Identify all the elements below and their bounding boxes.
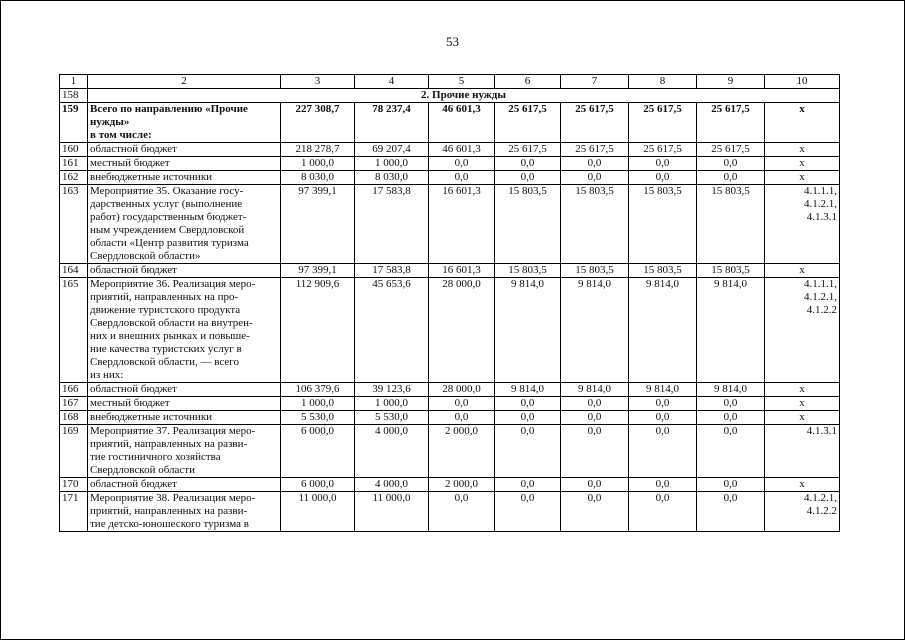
value-cell-col-3: 1 000,0	[281, 397, 355, 411]
description-line: внебюджетные источники	[90, 171, 213, 183]
value-cell-col-9: 0,0	[697, 478, 765, 492]
target-code-cell	[765, 157, 840, 171]
row-description	[88, 425, 281, 478]
section-row	[60, 89, 840, 103]
budget-table	[59, 74, 840, 532]
target-code: 4.1.2.1,	[804, 198, 837, 210]
target-code: 4.1.3.1	[806, 425, 837, 437]
value-cell-col-8: 9 814,0	[629, 278, 697, 383]
table-row	[60, 185, 840, 264]
value-cell-col-6: 0,0	[495, 478, 561, 492]
value-cell-col-9: 0,0	[697, 157, 765, 171]
value-cell-col-6: 9 814,0	[495, 383, 561, 397]
section-title: 2. Прочие нужды	[88, 89, 840, 103]
column-number-8: 8	[629, 75, 697, 89]
value-cell-col-3: 97 399,1	[281, 185, 355, 264]
column-number-10: 10	[765, 75, 840, 89]
value-cell-col-7: 0,0	[561, 397, 629, 411]
value-cell-col-3: 106 379,6	[281, 383, 355, 397]
row-description	[88, 157, 281, 171]
value-cell-col-6: 25 617,5	[495, 103, 561, 143]
value-cell-col-5: 28 000,0	[429, 278, 495, 383]
row-number: 163	[60, 185, 88, 264]
target-code: х	[799, 264, 805, 276]
row-number: 159	[60, 103, 88, 143]
target-code-cell	[765, 492, 840, 532]
value-cell-col-5: 46 601,3	[429, 103, 495, 143]
description-line: областной бюджет	[90, 143, 177, 155]
description-line: в том числе:	[90, 129, 152, 141]
target-code: 4.1.2.1,	[804, 492, 837, 504]
table-body	[60, 75, 840, 532]
target-code: 4.1.1.1,	[804, 278, 837, 290]
value-cell-col-5: 2 000,0	[429, 478, 495, 492]
column-number-6: 6	[495, 75, 561, 89]
value-cell-col-9: 0,0	[697, 411, 765, 425]
value-cell-col-5: 28 000,0	[429, 383, 495, 397]
value-cell-col-5: 0,0	[429, 171, 495, 185]
row-number: 170	[60, 478, 88, 492]
target-code: х	[799, 157, 805, 169]
value-cell-col-3: 6 000,0	[281, 425, 355, 478]
value-cell-col-7: 0,0	[561, 411, 629, 425]
value-cell-col-4: 45 653,6	[355, 278, 429, 383]
column-number-9: 9	[697, 75, 765, 89]
target-code: х	[799, 103, 805, 115]
value-cell-col-8: 9 814,0	[629, 383, 697, 397]
description-line: Мероприятие 37. Реализация меро-	[90, 425, 256, 437]
value-cell-col-5: 0,0	[429, 397, 495, 411]
target-code-cell	[765, 425, 840, 478]
value-cell-col-9: 25 617,5	[697, 103, 765, 143]
description-line: них и внешних рынках и повыше-	[90, 330, 250, 342]
value-cell-col-7: 25 617,5	[561, 103, 629, 143]
target-code-cell	[765, 478, 840, 492]
value-cell-col-9: 15 803,5	[697, 185, 765, 264]
description-line: областной бюджет	[90, 478, 177, 490]
description-line: ние качества туристских услуг в	[90, 343, 242, 355]
value-cell-col-7: 0,0	[561, 492, 629, 532]
description-line: Свердловской области	[90, 464, 195, 476]
row-number: 166	[60, 383, 88, 397]
target-code: х	[799, 383, 805, 395]
description-line: Свердловской области, — всего	[90, 356, 240, 368]
table-row	[60, 478, 840, 492]
value-cell-col-6: 25 617,5	[495, 143, 561, 157]
row-description	[88, 383, 281, 397]
description-line: местный бюджет	[90, 397, 170, 409]
table-row	[60, 492, 840, 532]
row-number: 171	[60, 492, 88, 532]
value-cell-col-5: 16 601,3	[429, 185, 495, 264]
target-code: х	[799, 171, 805, 183]
row-number: 164	[60, 264, 88, 278]
value-cell-col-6: 15 803,5	[495, 185, 561, 264]
row-description	[88, 492, 281, 532]
value-cell-col-7: 0,0	[561, 478, 629, 492]
target-code-cell	[765, 185, 840, 264]
value-cell-col-3: 1 000,0	[281, 157, 355, 171]
row-number: 167	[60, 397, 88, 411]
description-line: Всего по направлению «Прочие	[90, 103, 248, 115]
target-code: 4.1.2.2	[806, 505, 837, 517]
target-code: 4.1.2.2	[806, 304, 837, 316]
table-row	[60, 103, 840, 143]
value-cell-col-3: 11 000,0	[281, 492, 355, 532]
value-cell-col-3: 218 278,7	[281, 143, 355, 157]
value-cell-col-3: 97 399,1	[281, 264, 355, 278]
value-cell-col-6: 0,0	[495, 425, 561, 478]
row-number: 169	[60, 425, 88, 478]
description-line: Мероприятие 35. Оказание госу-	[90, 185, 244, 197]
row-description	[88, 478, 281, 492]
value-cell-col-5: 0,0	[429, 492, 495, 532]
value-cell-col-8: 25 617,5	[629, 103, 697, 143]
column-number-5: 5	[429, 75, 495, 89]
value-cell-col-5: 0,0	[429, 411, 495, 425]
value-cell-col-8: 15 803,5	[629, 185, 697, 264]
row-description	[88, 264, 281, 278]
value-cell-col-4: 17 583,8	[355, 264, 429, 278]
value-cell-col-7: 0,0	[561, 425, 629, 478]
target-code: х	[799, 478, 805, 490]
description-line: приятий, направленных на разви-	[90, 438, 248, 450]
target-code-cell	[765, 143, 840, 157]
row-description	[88, 103, 281, 143]
description-line: работ) государственным бюджет-	[90, 211, 247, 223]
description-line: приятий, направленных на про-	[90, 291, 239, 303]
value-cell-col-8: 0,0	[629, 478, 697, 492]
target-code-cell	[765, 411, 840, 425]
value-cell-col-8: 0,0	[629, 171, 697, 185]
description-line: внебюджетные источники	[90, 411, 213, 423]
description-line: тие детско-юношеского туризма в	[90, 518, 249, 530]
description-line: областной бюджет	[90, 264, 177, 276]
value-cell-col-6: 0,0	[495, 411, 561, 425]
column-number-1: 1	[60, 75, 88, 89]
target-code: 4.1.2.1,	[804, 291, 837, 303]
value-cell-col-4: 4 000,0	[355, 478, 429, 492]
value-cell-col-5: 2 000,0	[429, 425, 495, 478]
value-cell-col-3: 5 530,0	[281, 411, 355, 425]
description-line: Мероприятие 36. Реализация меро-	[90, 278, 256, 290]
column-number-2: 2	[88, 75, 281, 89]
value-cell-col-4: 8 030,0	[355, 171, 429, 185]
column-number-row	[60, 75, 840, 89]
row-description	[88, 171, 281, 185]
table-row	[60, 143, 840, 157]
description-line: Мероприятие 38. Реализация меро-	[90, 492, 256, 504]
value-cell-col-6: 9 814,0	[495, 278, 561, 383]
value-cell-col-7: 25 617,5	[561, 143, 629, 157]
description-line: движение туристского продукта	[90, 304, 241, 316]
row-description	[88, 185, 281, 264]
row-number: 162	[60, 171, 88, 185]
value-cell-col-5: 46 601,3	[429, 143, 495, 157]
value-cell-col-9: 9 814,0	[697, 278, 765, 383]
description-line: дарственных услуг (выполнение	[90, 198, 243, 210]
row-number: 165	[60, 278, 88, 383]
target-code-cell	[765, 397, 840, 411]
value-cell-col-6: 0,0	[495, 157, 561, 171]
table-row	[60, 383, 840, 397]
value-cell-col-7: 9 814,0	[561, 383, 629, 397]
row-number: 161	[60, 157, 88, 171]
target-code-cell	[765, 383, 840, 397]
value-cell-col-4: 5 530,0	[355, 411, 429, 425]
table-row	[60, 397, 840, 411]
value-cell-col-3: 227 308,7	[281, 103, 355, 143]
target-code-cell	[765, 278, 840, 383]
description-line: Свердловской области на внутрен-	[90, 317, 253, 329]
table-row	[60, 171, 840, 185]
table-row	[60, 264, 840, 278]
value-cell-col-7: 0,0	[561, 157, 629, 171]
target-code: 4.1.1.1,	[804, 185, 837, 197]
description-line: нужды»	[90, 116, 130, 128]
row-description	[88, 278, 281, 383]
value-cell-col-6: 0,0	[495, 397, 561, 411]
target-code: х	[799, 411, 805, 423]
row-number: 168	[60, 411, 88, 425]
value-cell-col-4: 1 000,0	[355, 397, 429, 411]
value-cell-col-7: 0,0	[561, 171, 629, 185]
description-line: приятий, направленных на разви-	[90, 505, 248, 517]
target-code: 4.1.3.1	[806, 211, 837, 223]
value-cell-col-9: 0,0	[697, 492, 765, 532]
column-number-4: 4	[355, 75, 429, 89]
column-number-7: 7	[561, 75, 629, 89]
description-line: тие гостиничного хозяйства	[90, 451, 221, 463]
row-number: 158	[60, 89, 88, 103]
row-number: 160	[60, 143, 88, 157]
column-number-3: 3	[281, 75, 355, 89]
description-line: из них:	[90, 369, 124, 381]
target-code-cell	[765, 264, 840, 278]
value-cell-col-9: 0,0	[697, 171, 765, 185]
target-code-cell	[765, 171, 840, 185]
target-code: х	[799, 397, 805, 409]
value-cell-col-8: 0,0	[629, 397, 697, 411]
value-cell-col-8: 0,0	[629, 411, 697, 425]
description-line: ным учреждением Свердловской	[90, 224, 245, 236]
value-cell-col-9: 9 814,0	[697, 383, 765, 397]
value-cell-col-9: 15 803,5	[697, 264, 765, 278]
table-row	[60, 425, 840, 478]
value-cell-col-6: 0,0	[495, 171, 561, 185]
row-description	[88, 397, 281, 411]
value-cell-col-7: 15 803,5	[561, 264, 629, 278]
value-cell-col-6: 15 803,5	[495, 264, 561, 278]
value-cell-col-6: 0,0	[495, 492, 561, 532]
value-cell-col-8: 0,0	[629, 425, 697, 478]
value-cell-col-5: 0,0	[429, 157, 495, 171]
value-cell-col-8: 0,0	[629, 492, 697, 532]
description-line: области «Центр развития туризма	[90, 237, 249, 249]
value-cell-col-3: 8 030,0	[281, 171, 355, 185]
value-cell-col-4: 4 000,0	[355, 425, 429, 478]
row-description	[88, 411, 281, 425]
page-number: 53	[446, 34, 459, 49]
table-row	[60, 411, 840, 425]
value-cell-col-4: 69 207,4	[355, 143, 429, 157]
value-cell-col-7: 9 814,0	[561, 278, 629, 383]
value-cell-col-7: 15 803,5	[561, 185, 629, 264]
value-cell-col-3: 112 909,6	[281, 278, 355, 383]
value-cell-col-8: 25 617,5	[629, 143, 697, 157]
value-cell-col-4: 78 237,4	[355, 103, 429, 143]
row-description	[88, 143, 281, 157]
value-cell-col-8: 0,0	[629, 157, 697, 171]
table-row	[60, 278, 840, 383]
value-cell-col-8: 15 803,5	[629, 264, 697, 278]
value-cell-col-9: 0,0	[697, 425, 765, 478]
value-cell-col-3: 6 000,0	[281, 478, 355, 492]
description-line: областной бюджет	[90, 383, 177, 395]
value-cell-col-5: 16 601,3	[429, 264, 495, 278]
value-cell-col-9: 0,0	[697, 397, 765, 411]
table-row	[60, 157, 840, 171]
value-cell-col-9: 25 617,5	[697, 143, 765, 157]
description-line: Свердловской области»	[90, 250, 201, 262]
value-cell-col-4: 1 000,0	[355, 157, 429, 171]
value-cell-col-4: 39 123,6	[355, 383, 429, 397]
value-cell-col-4: 11 000,0	[355, 492, 429, 532]
value-cell-col-4: 17 583,8	[355, 185, 429, 264]
target-code: х	[799, 143, 805, 155]
target-code-cell	[765, 103, 840, 143]
description-line: местный бюджет	[90, 157, 170, 169]
